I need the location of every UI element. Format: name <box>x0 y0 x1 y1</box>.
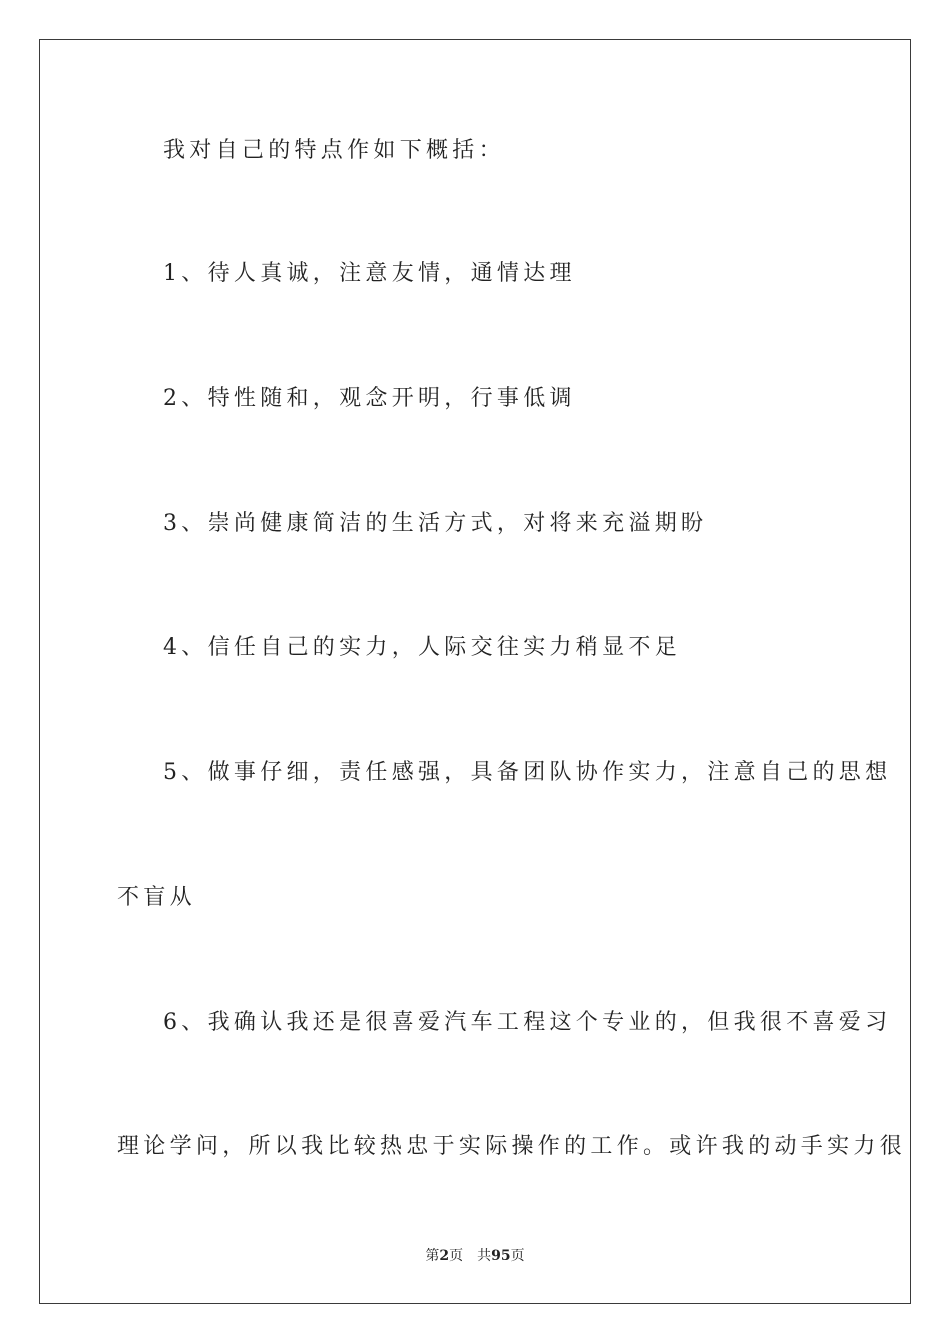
page-number: 2 <box>439 1248 450 1264</box>
total-prefix: 共 <box>477 1248 492 1264</box>
page-prefix: 第 <box>425 1248 440 1264</box>
total-suffix: 页 <box>510 1248 525 1264</box>
page-footer <box>0 1247 950 1265</box>
trait-item-6: 6、我确认我还是很喜爱汽车工程这个专业的，但我很不喜爱习 <box>163 1010 892 1035</box>
trait-item-3: 3、崇尚健康简洁的生活方式，对将来充溢期盼 <box>163 511 708 536</box>
trait-item-5-continued: 不盲从 <box>117 885 196 910</box>
trait-item-4: 4、信任自己的实力，人际交往实力稍显不足 <box>163 635 681 660</box>
trait-item-6-continued: 理论学问，所以我比较热忠于实际操作的工作。或许我的动手实力很 <box>117 1134 907 1159</box>
trait-item-2: 2、特性随和，观念开明，行事低调 <box>163 386 576 411</box>
intro-line: 我对自己的特点作如下概括： <box>163 138 505 163</box>
page-suffix: 页 <box>449 1248 464 1264</box>
trait-item-5: 5、做事仔细，责任感强，具备团队协作实力，注意自己的思想 <box>163 760 892 785</box>
trait-item-1: 1、待人真诚，注意友情，通情达理 <box>163 261 576 286</box>
page-border <box>39 39 911 1304</box>
total-pages: 95 <box>491 1248 511 1264</box>
